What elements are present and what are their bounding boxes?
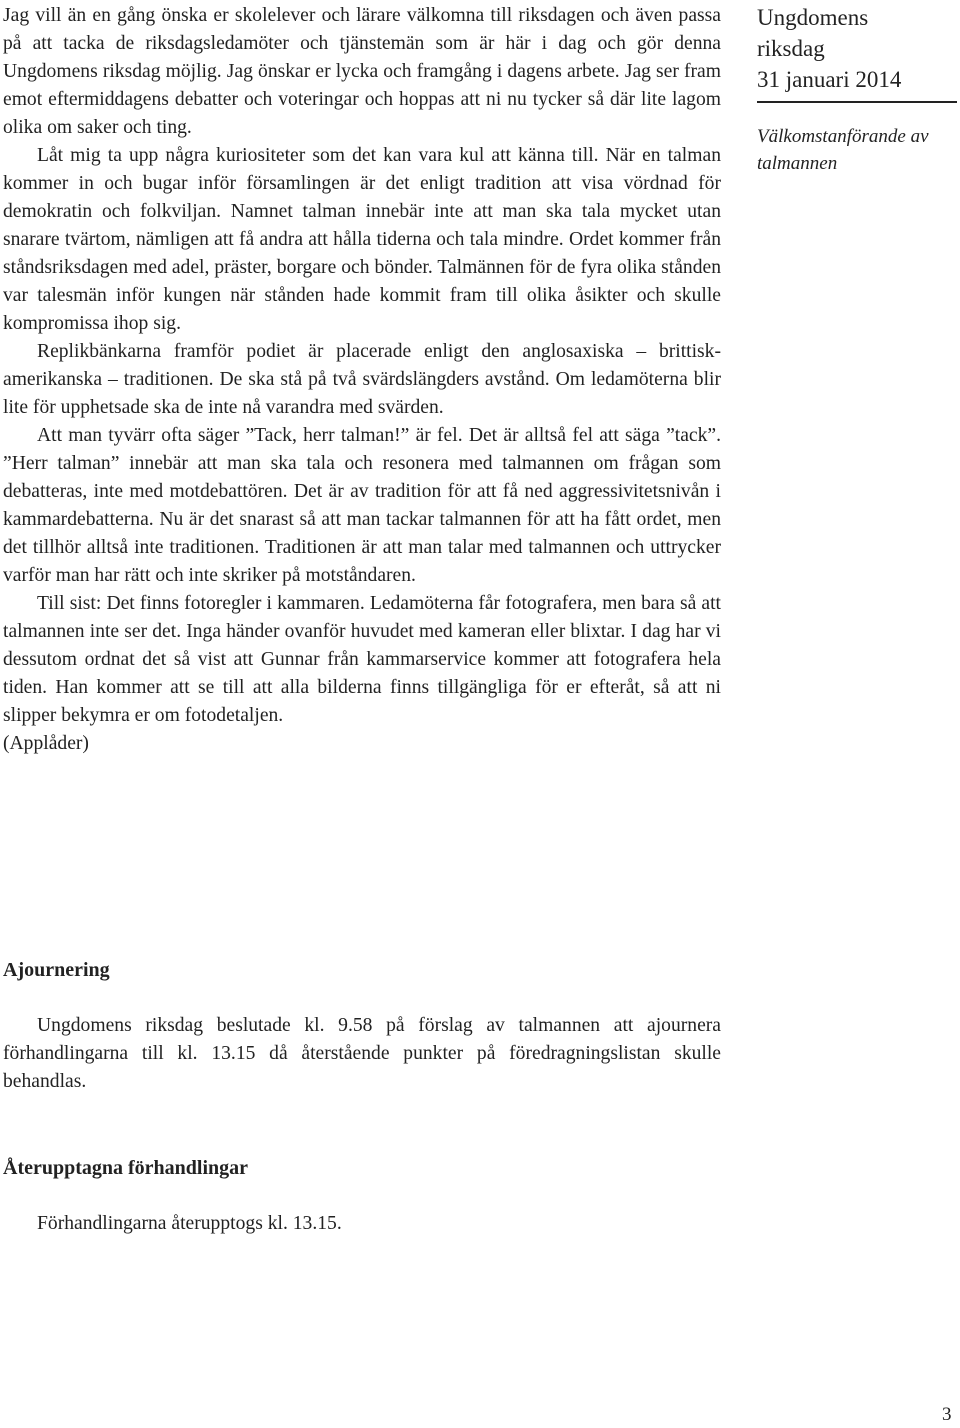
speech-body (3, 2, 721, 758)
sidebar-date: 31 januari 2014 (757, 67, 902, 92)
sidebar-subject-line1: Välkomstanförande av (757, 126, 929, 147)
paragraph-curiosities: Låt mig ta upp några kuriositeter som det kan vara kul att känna till. När en talman kommer in och bugar inför församlingen är det enligt tradition att visa vördnad för demokratin och folkviljan. Namnet talman innebär inte att man ska tala mycket utan snarare tvärtom, nämligen att få andra att hålla tiderna och tala mindre. Ordet kommer från ståndsriksdagen med adel, präster, borgare och bönder. Talmännen för de fyra olika stånden var talesmän inför kungen när stånden hade kommit fram till olika åsikter och skulle kompromissa ihop sig. (3, 145, 721, 334)
heading-aterupptagna-forhandlingar: Återupptagna förhandlingar (3, 1157, 249, 1179)
sidebar-subject-line2: talmannen (757, 153, 838, 174)
margin-sidebar (757, 2, 957, 177)
ajournering-text: Ungdomens riksdag beslutade kl. 9.58 på förslag av talmannen att ajournera förhandlingarna till kl. 13.15 då återstående punkter på föredragningslistan skulle behandlas. (3, 1015, 721, 1092)
paragraph-welcome: Jag vill än en gång önska er skolelever och lärare välkomna till riksdagen och även passa på att tacka de riksdagsledamöter och tjänstemän som är här i dag och gör denna Ungdomens riksdag möjlig. Jag önskar er lycka och framgång i dagens arbete. Jag ser fram emot eftermiddagens debatter och voteringar och hoppas att ni nu tycker så där lite lagom olika om saker och ting. (3, 5, 721, 138)
paragraph-replikbankar: Replikbänkarna framför podiet är placerade enligt den anglosaxiska – brittisk-amerikanska – traditionen. De ska stå på två svärdslängders avstånd. Om ledamöterna blir lite för upphetsade ska de inte nå varandra med svärden. (3, 341, 721, 418)
paragraph-herr-talman: Att man tyvärr ofta säger ”Tack, herr talman!” är fel. Det är alltså fel att säga ”tack”. ”Herr talman” innebär att man ska tala och resonera med talmannen om frågan som debatteras, inte med motdebattören. Det är av tradition för att få ned aggressivitetsnivån i kammardebatterna. Nu är det snarast så att man tackar talmannen för att ha fått ordet, men det tillhör alltså inte traditionen. Traditionen är att man talar med talmannen och uttrycker varför man har rätt och inte skriker på motståndaren. (3, 425, 721, 586)
sidebar-divider (757, 101, 957, 103)
sidebar-org-line2: riksdag (757, 36, 825, 61)
section-aterupptagna (3, 1210, 721, 1238)
heading-ajournering: Ajournering (3, 959, 110, 981)
applause-note: (Applåder) (3, 733, 89, 754)
aterupptagna-text: Förhandlingarna återupptogs kl. 13.15. (37, 1213, 342, 1234)
paragraph-fotoregler: Till sist: Det finns fotoregler i kammaren. Ledamöterna får fotografera, men bara så att talmannen inte ser det. Inga händer ovanför huvudet med kameran eller blixtar. I dag har vi dessutom ordnat det så vist att Gunnar från kammarservice kommer att fotografera hela tiden. Han kommer att se till att alla bilderna finns tillgängliga för er efteråt, så att ni slipper bekymra er om fotodetaljen. (3, 593, 721, 726)
sidebar-subject (757, 123, 957, 177)
page-number: 3 (942, 1404, 952, 1425)
sidebar-org-line1: Ungdomens (757, 5, 869, 30)
section-ajournering (3, 1012, 721, 1096)
